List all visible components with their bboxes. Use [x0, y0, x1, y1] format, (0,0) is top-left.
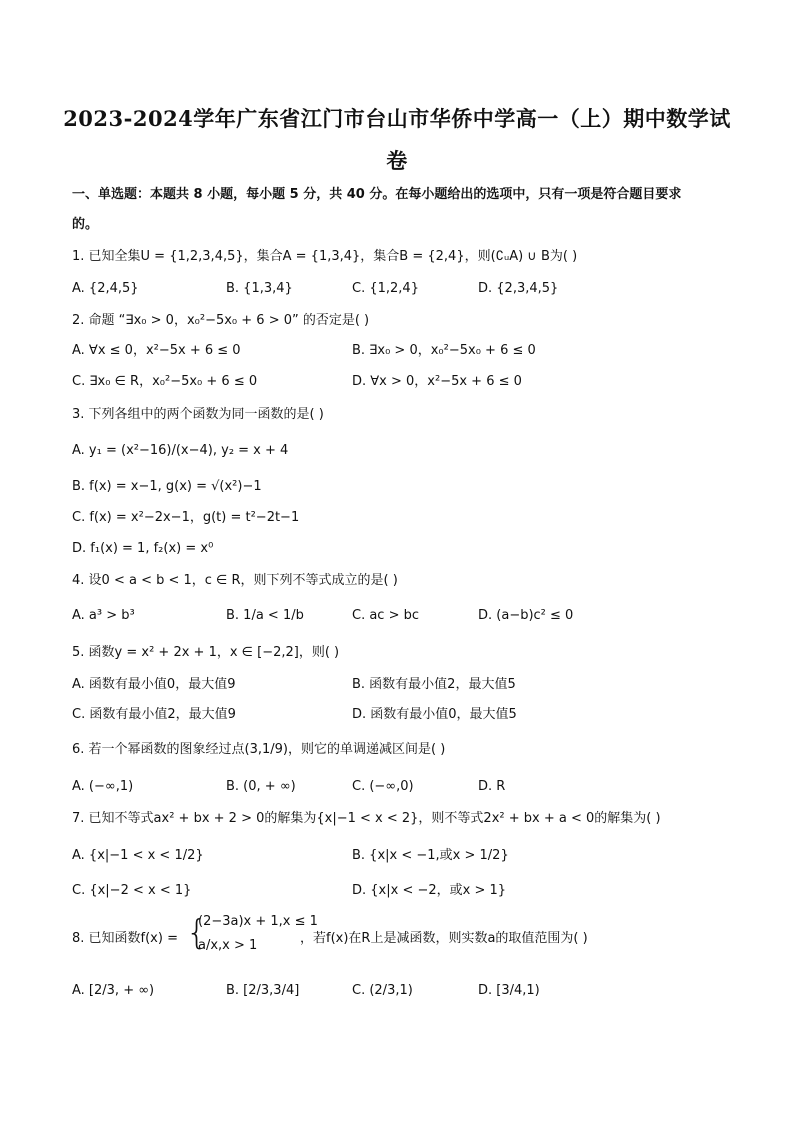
question-2-option-b: B. ∃x₀ > 0，x₀²−5x₀ + 6 ≤ 0 [352, 343, 536, 358]
question-5-option-c: C. 函数有最小值2，最大值9 [72, 707, 236, 722]
question-8-option-b: B. [2/3,3/4] [226, 983, 300, 998]
question-3-stem: 3. 下列各组中的两个函数为同一函数的是( ) [72, 407, 324, 422]
piecewise-brace: { [186, 913, 208, 953]
question-2-option-a: A. ∀x ≤ 0，x²−5x + 6 ≤ 0 [72, 343, 241, 358]
question-4-option-b: B. 1/a < 1/b [226, 608, 304, 623]
question-5-stem: 5. 函数y = x² + 2x + 1，x ∈ [−2,2]，则( ) [72, 645, 340, 660]
question-1-option-d: D. {2,3,4,5} [478, 281, 559, 296]
question-8-stem-suffix: ，若f(x)在R上是减函数，则实数a的取值范围为( ) [300, 931, 588, 946]
question-5-option-d: D. 函数有最小值0，最大值5 [352, 707, 517, 722]
question-6-stem: 6. 若一个幂函数的图象经过点(3,1/9)，则它的单调递减区间是( ) [72, 742, 446, 757]
question-6-option-c: C. (−∞,0) [352, 779, 414, 794]
question-1-option-a: A. {2,4,5} [72, 281, 139, 296]
question-4-option-a: A. a³ > b³ [72, 608, 135, 623]
question-8-piece-2: a/x,x > 1 [198, 938, 258, 953]
question-6-option-b: B. (0, + ∞) [226, 779, 296, 794]
question-2-option-c: C. ∃x₀ ∈ R，x₀²−5x₀ + 6 ≤ 0 [72, 374, 258, 389]
question-1-option-c: C. {1,2,4} [352, 281, 419, 296]
question-4-option-d: D. (a−b)c² ≤ 0 [478, 608, 574, 623]
question-7-option-b: B. {x|x < −1,或x > 1/2} [352, 848, 509, 863]
question-5-option-a: A. 函数有最小值0，最大值9 [72, 677, 236, 692]
question-1-stem: 1. 已知全集U = {1,2,3,4,5}，集合A = {1,3,4}，集合B = {2,4}，则(∁ᵤA) ∪ B为( ) [72, 249, 578, 264]
exam-title-line1: 2023-2024学年广东省江门市台山市华侨中学高一（上）期中数学试 [63, 106, 731, 131]
question-8-option-a: A. [2/3, + ∞) [72, 983, 155, 998]
question-3-option-c: C. f(x) = x²−2x−1，g(t) = t²−2t−1 [72, 510, 300, 525]
question-8-option-d: D. [3/4,1) [478, 983, 540, 998]
section-header-line2: 的。 [72, 217, 99, 232]
question-8-stem-prefix: 8. 已知函数f(x) = [72, 931, 178, 946]
question-3-option-a: A. y₁ = (x²−16)/(x−4), y₂ = x + 4 [72, 443, 289, 458]
question-8-option-c: C. (2/3,1) [352, 983, 413, 998]
question-1-option-b: B. {1,3,4} [226, 281, 293, 296]
question-7-option-a: A. {x|−1 < x < 1/2} [72, 848, 204, 863]
question-7-option-c: C. {x|−2 < x < 1} [72, 883, 192, 898]
question-3-option-d: D. f₁(x) = 1, f₂(x) = x⁰ [72, 541, 214, 556]
section-header-line1: 一、单选题：本题共 8 小题，每小题 5 分，共 40 分。在每小题给出的选项中，只有一项是符合题目要求 [72, 187, 682, 202]
question-4-stem: 4. 设0 < a < b < 1，c ∈ R，则下列不等式成立的是( ) [72, 573, 398, 588]
question-3-option-b: B. f(x) = x−1, g(x) = √(x²)−1 [72, 479, 262, 494]
exam-title-line2: 卷 [386, 148, 408, 173]
question-8-piece-1: (2−3a)x + 1,x ≤ 1 [198, 914, 318, 929]
question-6-option-a: A. (−∞,1) [72, 779, 134, 794]
question-7-option-d: D. {x|x < −2，或x > 1} [352, 883, 507, 898]
question-4-option-c: C. ac > bc [352, 608, 420, 623]
question-2-option-d: D. ∀x > 0，x²−5x + 6 ≤ 0 [352, 374, 522, 389]
question-6-option-d: D. R [478, 779, 506, 794]
question-5-option-b: B. 函数有最小值2，最大值5 [352, 677, 516, 692]
question-7-stem: 7. 已知不等式ax² + bx + 2 > 0的解集为{x|−1 < x < 2}，则不等式2x² + bx + a < 0的解集为( ) [72, 811, 661, 826]
question-2-stem: 2. 命题 “∃x₀ > 0，x₀²−5x₀ + 6 > 0” 的否定是( ) [72, 313, 370, 328]
